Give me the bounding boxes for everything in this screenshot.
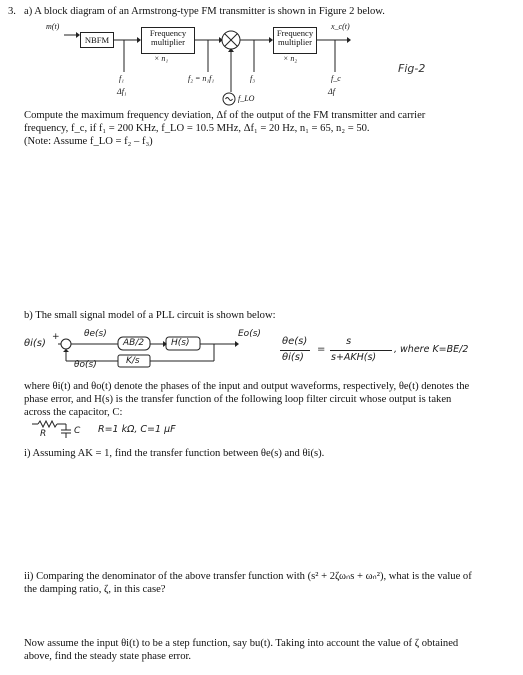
part-a-text-1: Compute the maximum frequency deviation, Δf of the output of the FM transmitter and carrier [24,110,426,121]
eq-fraction-bar-1 [280,350,310,351]
eq-fraction-bar-2 [330,350,392,351]
diagram-wires [0,0,523,110]
eq-numerator-1: θe(s) [282,336,308,347]
pll-error-theta-e: θe(s) [84,329,107,339]
input-label-m: m(t) [46,22,60,31]
eq-denominator-2: s+AKH(s) [331,352,377,363]
nbfm-block [80,32,114,48]
label-f3: f₃ [250,74,256,83]
part-last-text-2: above, find the steady state phase error. [24,651,192,662]
part-last-text-1: Now assume the input θi(t) to be a step function, say bu(t). Taking into account the value of ζ obtained [24,638,459,649]
pll-output-eo: Eo(s) [238,329,261,339]
rc-values: R=1 kΩ, C=1 μF [98,424,176,435]
mult2-line1: Frequency [276,28,314,38]
fm-block-diagram [0,0,523,110]
label-flo: f_LO [238,94,255,103]
frequency-multiplier-1 [141,27,195,54]
eq-equals: = [317,344,326,355]
pll-plus-sign: + [52,332,60,342]
part-a-text-2: frequency, f_c, if f₁ = 200 KHz, f_LO = 10.5 MHz, Δf₁ = 20 Hz, n₁ = 65, n₂ = 50. [24,123,370,134]
mult1-line2: multiplier [151,37,185,47]
fig-2-annotation: Fig-2 [398,62,426,75]
part-b-text-3: across the capacitor, C: [24,407,123,418]
pll-vco-k: K/s [126,356,140,366]
label-df1: Δf₁ [117,87,127,96]
part-a-note: (Note: Assume f_LO = f₂ – f₃) [24,136,153,147]
pll-model [0,322,523,376]
rc-label-c: C [74,426,81,436]
eq-numerator-2: s [346,336,352,347]
part-i-text: i) Assuming AK = 1, find the transfer function between θe(s) and θi(s). [24,448,325,459]
mult2-line2: multiplier [278,37,312,47]
label-f2: f₂ = n₁f₁ [188,74,215,83]
pll-feedback-theta-o: θo(s) [74,360,97,370]
eq-denominator-1: θi(s) [282,352,304,363]
label-fc: f_c [331,74,341,83]
pll-gain-ab: AB/2 [123,338,145,348]
mult1-line1: Frequency [149,28,187,38]
rc-label-r: R [40,429,47,439]
part-a-heading: a) A block diagram of an Armstrong-type FM transmitter is shown in Figure 2 below. [24,6,385,17]
label-df: Δf [328,87,335,96]
pll-input-theta-i: θi(s) [24,338,46,349]
part-ii-text-1: ii) Comparing the denominator of the above transfer function with (s² + 2ζωₙs + ωₙ²), what is the value of [24,571,472,582]
part-b-heading: b) The small signal model of a PLL circuit is shown below: [24,310,276,321]
part-b-text-2: phase error, and H(s) is the transfer function of the following loop filter circuit whose output is taken [24,394,452,405]
question-number: 3. [8,6,16,17]
frequency-multiplier-2 [273,27,317,54]
rc-loop-filter [0,418,523,444]
mult2-factor: × n₂ [283,54,298,63]
pll-filter-hs: H(s) [171,338,190,348]
part-ii-text-2: the damping ratio, ζ, in this case? [24,584,166,595]
output-label-xc: x_c(t) [331,22,350,31]
label-f1: f₁ [119,74,125,83]
eq-where-k: , where K=BE/2 [394,344,469,355]
nbfm-label: NBFM [84,35,110,45]
part-b-text-1: where θi(t) and θo(t) denote the phases of the input and output waveforms, respectively, θe(t) denotes the [24,381,470,392]
mult1-factor: × n₁ [154,54,169,63]
